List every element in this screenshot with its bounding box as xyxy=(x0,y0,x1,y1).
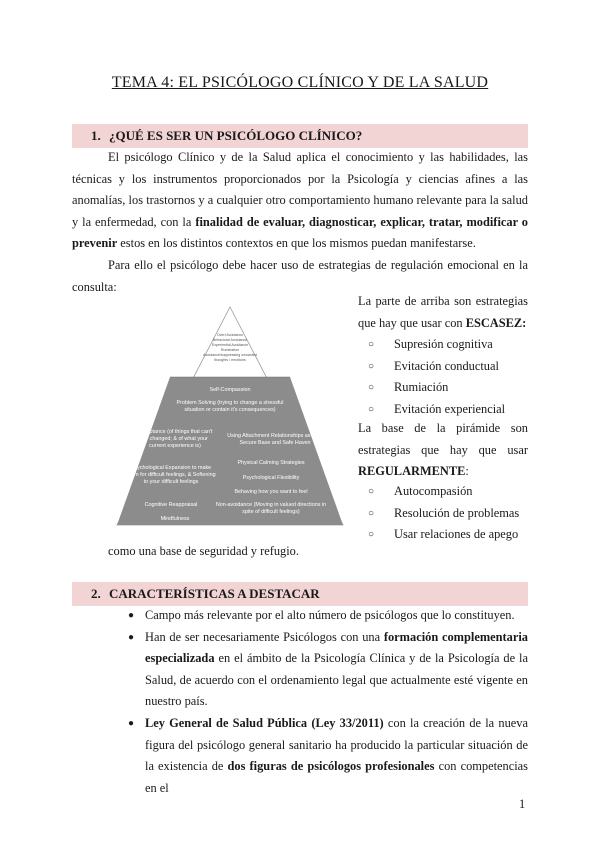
bullet-icon: ● xyxy=(128,717,135,729)
section-heading-1 xyxy=(72,124,528,148)
circle-bullet-icon: ○ xyxy=(368,339,375,350)
pyramid-label: Physical Calming Strategies xyxy=(237,460,305,466)
list-item-text: Rumiación xyxy=(394,380,449,394)
bullet-icon: ● xyxy=(128,631,135,643)
text-run: : xyxy=(465,464,469,479)
page-title: TEMA 4: EL PSICÓLOGO CLÍNICO Y DE LA SALUD xyxy=(111,74,489,91)
circle-bullet-icon: ○ xyxy=(368,360,375,372)
pyramid-label: Mindfulness xyxy=(160,516,190,522)
paragraph-definition xyxy=(72,147,528,255)
list-item xyxy=(108,713,528,799)
characteristics-list xyxy=(108,605,528,799)
pyramid-label: Psychological Flexibility xyxy=(242,475,300,481)
paragraph-strategies: Para ello el psicólogo debe hacer uso de estrategias de regulación emocional en la consulta: xyxy=(72,257,528,294)
pyramid-label: Overt Avoidance xyxy=(216,333,244,337)
text-run: El psicólogo Clínico y de la Salud aplica el conocimiento y las habilidades, las técnicas y los instrumentos proporcionados por la Psicología y ciencias afines a las anomalías, los trastornos y a cualquier otro comportamiento humano relevante para la salud y la enfermedad, con la xyxy=(72,150,528,229)
text-run: en el ámbito de la Psicología Clínica y de la Psicología de la Salud, de acuerdo con el ordenamiento legal que actualmente esté vigente en nuestro país. xyxy=(145,651,528,709)
text-run: estos en los distintos contextos en que los mismos puedan manifestarse. xyxy=(117,236,476,251)
section-number: 2. xyxy=(91,586,101,601)
pyramid-label: Behaving how you want to feel xyxy=(234,489,308,495)
scarce-intro xyxy=(358,291,528,334)
pyramid-label: Self-Compassion xyxy=(209,387,251,393)
list-item xyxy=(358,481,528,503)
text-run: Han de ser necesariamente Psicólogos con una xyxy=(145,629,384,644)
pyramid-label: Cognitive Reappraisal xyxy=(144,502,198,508)
circle-bullet-icon: ○ xyxy=(368,507,375,519)
bold-run: finalidad de evaluar, diagnosticar, explicar, tratar, modificar o prevenir xyxy=(72,214,529,251)
list-item xyxy=(108,605,528,627)
pyramid-label: Psychological Expansion to make room for difficult feelings, & Softening to your difficult feelings xyxy=(126,465,216,485)
section-title: ¿QUÉ ES SER UN PSICÓLOGO CLÍNICO? xyxy=(109,128,363,143)
text-run: La base de la pirámide son estrategias que hay que usar xyxy=(358,421,528,457)
bold-run: Ley General de Salud Pública (Ley 33/2011) xyxy=(145,715,384,730)
section-heading-2 xyxy=(72,582,528,606)
regular-tail-text: como una base de seguridad y refugio. xyxy=(108,544,299,558)
text-run: con la creación de la nueva figura del psicólogo general sanitario ha producido la particular situación de la existencia de xyxy=(145,715,528,774)
section1-body xyxy=(72,147,528,298)
scarce-strategies-list xyxy=(358,334,528,420)
list-item xyxy=(358,399,528,421)
bold-run: dos figuras de psicólogos profesionales xyxy=(227,759,435,774)
list-item xyxy=(358,503,528,525)
bold-run: formación complementaria especializada xyxy=(145,629,528,666)
pyramid-top-label xyxy=(203,333,257,363)
circle-bullet-icon: ○ xyxy=(368,382,375,393)
regular-strategies-list xyxy=(358,481,528,546)
pyramid-label: Avoidance/suppressing unwanted thoughts / emotions xyxy=(203,353,257,362)
list-item xyxy=(358,524,528,546)
text-run: La parte de arriba son estrategias que hay que usar con xyxy=(358,294,528,330)
list-item-text: Campo más relevante por el alto número de psicólogos que lo constituyen. xyxy=(145,608,515,622)
pyramid-label: Using Attachment Relationships as Your Secure Base and Safe Haven xyxy=(227,433,323,446)
bold-run: ESCASEZ: xyxy=(465,315,527,330)
list-item-text: Autocompasión xyxy=(394,484,473,498)
circle-bullet-icon: ○ xyxy=(368,403,375,415)
bullet-icon: ● xyxy=(128,610,135,621)
list-item-text: Supresión cognitiva xyxy=(394,337,493,351)
list-item-text: Evitación experiencial xyxy=(394,401,506,416)
pyramid-label: Experiential Avoidance xyxy=(211,343,249,347)
circle-bullet-icon: ○ xyxy=(368,486,375,497)
section-number: 1. xyxy=(91,128,101,143)
section-title: CARACTERÍSTICAS A DESTACAR xyxy=(109,586,320,601)
list-item-text: Usar relaciones de apego xyxy=(394,527,519,541)
pyramid-label: Non-avoidance (Moving in valued directions in spite of difficult feelings) xyxy=(215,502,327,515)
regular-intro xyxy=(358,418,528,483)
list-item-text: Resolución de problemas xyxy=(394,505,520,520)
list-item xyxy=(358,377,528,399)
bold-run: REGULARMENTE xyxy=(358,464,466,479)
pyramid-label: Problem Solving (trying to change a stressful situation or contain it's consequences) xyxy=(176,400,284,413)
pyramid-label: Rumination xyxy=(220,348,240,352)
page-number: 1 xyxy=(519,797,526,811)
list-item-text: Evitación conductual xyxy=(394,358,499,373)
text-run: con competencias en el xyxy=(145,759,528,795)
pyramid-label: Acceptance (of things that can't be changed; & of what your current experience is) xyxy=(137,429,213,449)
list-item xyxy=(358,334,528,356)
circle-bullet-icon: ○ xyxy=(368,529,375,540)
emotion-regulation-pyramid xyxy=(115,305,345,527)
pyramid-label: Behavioral Avoidance xyxy=(212,338,248,342)
list-item xyxy=(108,627,528,713)
list-item xyxy=(358,356,528,378)
